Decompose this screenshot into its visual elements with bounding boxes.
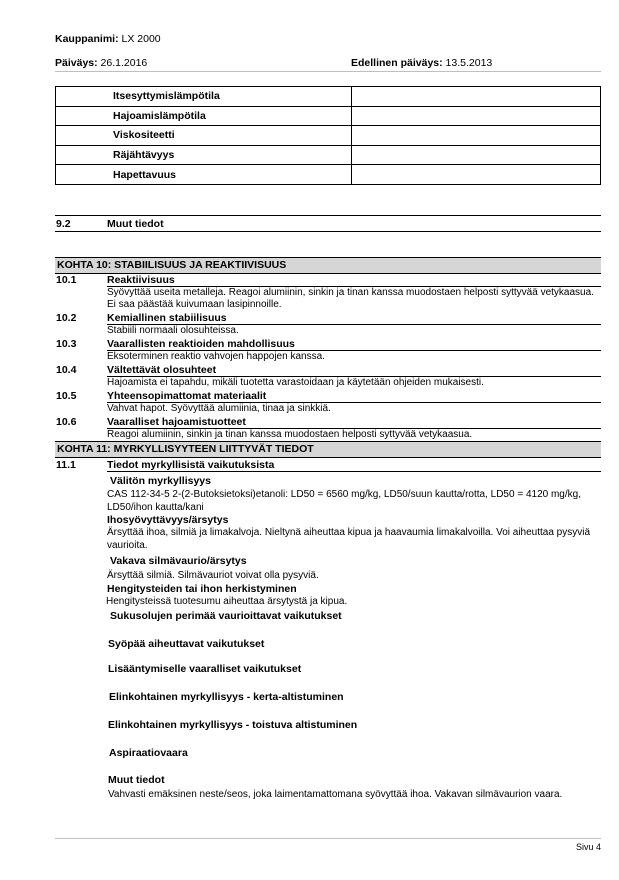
previous-date-value: 13.5.2013 xyxy=(445,57,493,69)
other-info-title: Muut tiedot xyxy=(108,774,165,786)
section-number: 10.1 xyxy=(56,274,77,286)
section-title: Vaaralliset hajoamistuotteet xyxy=(107,416,246,428)
section-text: Syövyttää useita metalleja. Reagoi alumiinin, sinkin ja tinan kanssa muodostaen helposti syttyvää vetykaasua. Ei saa päästää kuivumaan lasipinnoille. xyxy=(107,287,594,310)
eye-damage-title: Vakava silmävaurio/ärsytys xyxy=(110,555,247,567)
property-value xyxy=(352,106,601,126)
property-label: Hapettavuus xyxy=(56,165,352,185)
trade-name-label: Kauppanimi: xyxy=(55,33,119,45)
property-value xyxy=(352,165,601,185)
section-10-4 xyxy=(55,364,601,390)
property-value xyxy=(352,145,601,165)
divider xyxy=(107,471,601,472)
trade-name xyxy=(55,33,161,45)
section-10-heading xyxy=(55,257,601,274)
property-value xyxy=(352,87,601,107)
section-text: Stabiili normaali olosuhteissa. xyxy=(107,325,239,336)
mutagenicity-title: Sukusolujen perimää vaurioittavat vaikutukset xyxy=(110,610,342,622)
section-title: Kemiallinen stabiilisuus xyxy=(107,312,227,324)
property-label: Itsesyttymislämpötila xyxy=(56,87,352,107)
property-label: Viskositeetti xyxy=(56,126,352,146)
section-10-6 xyxy=(55,416,601,442)
section-10-1 xyxy=(55,274,601,312)
section-number: 10.5 xyxy=(56,390,77,402)
carcinogenicity-title: Syöpää aiheuttavat vaikutukset xyxy=(108,638,265,650)
section-title: Vaarallisten reaktioiden mahdollisuus xyxy=(107,338,295,350)
section-10-3 xyxy=(55,338,601,364)
section-text: Vahvat hapot. Syövyttää alumiinia, tinaa ja sinkkiä. xyxy=(107,403,331,414)
section-number: 10.2 xyxy=(56,312,77,324)
table-row xyxy=(56,165,601,185)
acute-toxicity-text: CAS 112-34-5 2-(2-Butoksietoksi)etanoli: LD50 = 6560 mg/kg, LD50/suun kautta/rotta, LD50 = 4120 mg/kg, LD50/ihon kautta/kani xyxy=(107,489,581,513)
property-label: Räjähtävyys xyxy=(56,145,352,165)
previous-date-label: Edellinen päiväys: xyxy=(351,57,443,69)
section-title: Muut tiedot xyxy=(107,218,164,230)
other-info-text: Vahvasti emäksinen neste/seos, joka laimentamattomana syövyttää ihoa. Vakavan silmävaurion vaara. xyxy=(108,789,563,800)
table-row xyxy=(56,87,601,107)
sensitisation-text: Hengitysteissä tuotesumu aiheuttaa ärsytystä ja kipua. xyxy=(106,596,348,607)
section-11-heading xyxy=(55,441,601,458)
section-9-2 xyxy=(55,216,601,232)
issue-date-value: 26.1.2016 xyxy=(100,57,148,69)
section-title: Yhteensopimattomat materiaalit xyxy=(107,390,267,402)
property-label: Hajoamislämpötila xyxy=(56,106,352,126)
section-10-2 xyxy=(55,312,601,338)
skin-corrosion-text: Ärsyttää ihoa, silmiä ja limakalvoja. Nieltynä aiheuttaa kipua ja haavaumia limakalvoilla. Voi aiheuttaa pysyviä vaurioita. xyxy=(107,527,591,551)
table-row xyxy=(56,145,601,165)
properties-table xyxy=(55,86,601,185)
skin-corrosion-title: Ihosyövyttävyys/ärsytys xyxy=(107,514,229,526)
table-row xyxy=(56,126,601,146)
section-text: Hajoamista ei tapahdu, mikäli tuotetta varastoidaan ja käytetään ohjeiden mukaisesti. xyxy=(107,377,484,388)
issue-date xyxy=(55,57,147,69)
section-title: Tiedot myrkyllisistä vaikutuksista xyxy=(107,459,275,471)
stot-repeated-title: Elinkohtainen myrkyllisyys - toistuva altistuminen xyxy=(108,719,358,731)
previous-date xyxy=(351,57,492,69)
section-title: Vältettävät olosuhteet xyxy=(107,364,217,376)
property-value xyxy=(352,126,601,146)
sensitisation-title: Hengitysteiden tai ihon herkistyminen xyxy=(107,583,297,595)
section-10-title: KOHTA 10: STABIILISUUS JA REAKTIIVISUUS xyxy=(57,259,287,271)
section-title: Reaktiivisuus xyxy=(107,274,175,286)
section-number: 10.6 xyxy=(56,416,77,428)
page-number: Sivu 4 xyxy=(576,842,602,852)
stot-single-title: Elinkohtainen myrkyllisyys - kerta-altistuminen xyxy=(109,691,344,703)
footer-divider xyxy=(55,838,601,839)
trade-name-value: LX 2000 xyxy=(121,33,161,45)
section-11-title: KOHTA 11: MYRKYLLISYYTEEN LIITTYVÄT TIEDOT xyxy=(57,443,314,455)
section-number: 9.2 xyxy=(56,218,71,230)
section-number: 10.4 xyxy=(56,364,77,376)
table-row xyxy=(56,106,601,126)
section-number: 11.1 xyxy=(56,459,76,471)
eye-damage-text: Ärsyttää silmiä. Silmävauriot voivat olla pysyviä. xyxy=(107,570,319,581)
aspiration-hazard-title: Aspiraatiovaara xyxy=(109,747,188,759)
section-10-5 xyxy=(55,390,601,416)
issue-date-label: Päiväys: xyxy=(55,57,98,69)
acute-toxicity-title: Välitön myrkyllisyys xyxy=(110,475,211,487)
section-text: Reagoi alumiinin, sinkin ja tinan kanssa muodostaen helposti syttyvää vetykaasua. xyxy=(107,429,473,440)
section-text: Eksoterminen reaktio vahvojen happojen kanssa. xyxy=(107,351,325,362)
reproductive-toxicity-title: Lisääntymiselle vaaralliset vaikutukset xyxy=(108,663,302,675)
section-11-1 xyxy=(55,459,601,473)
section-number: 10.3 xyxy=(56,338,77,350)
header-divider xyxy=(55,71,601,72)
